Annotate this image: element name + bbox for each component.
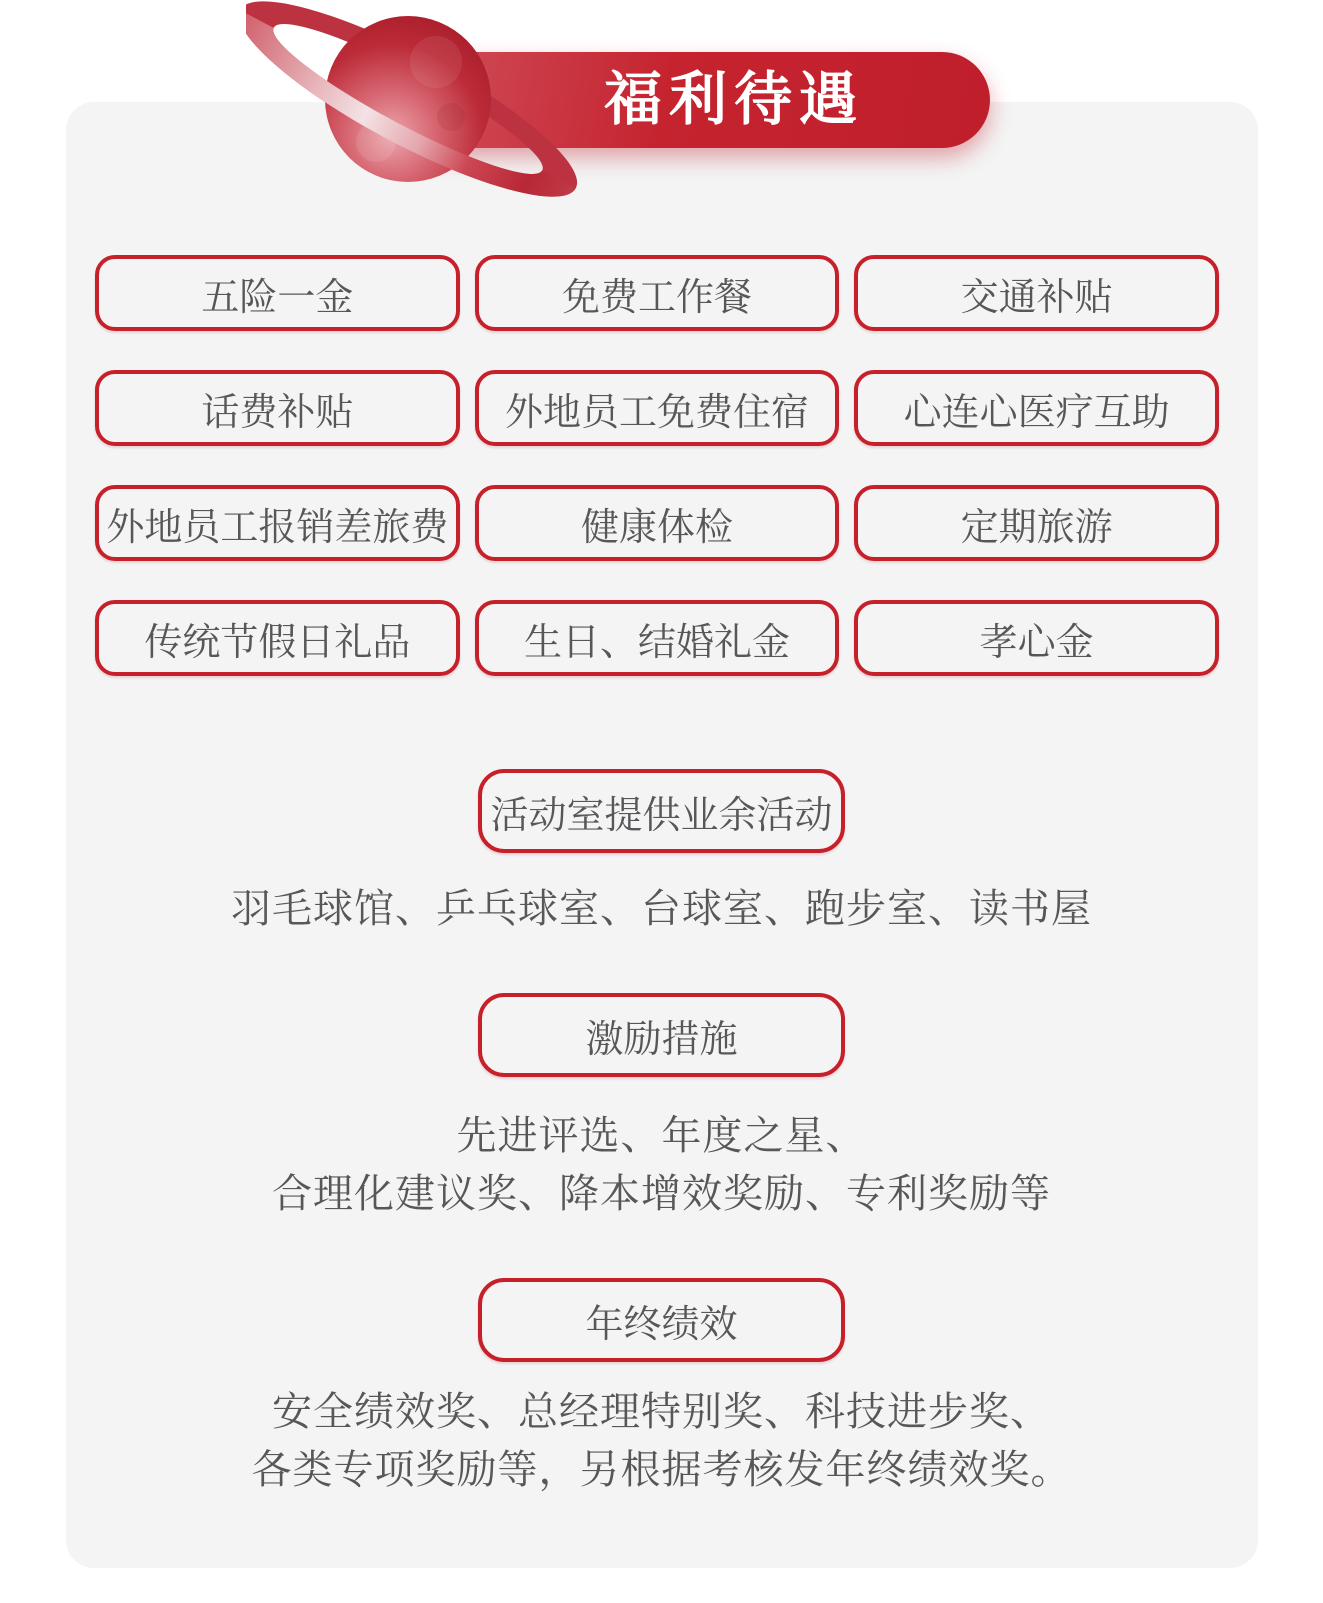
benefit-pill: 外地员工免费住宿 [475, 370, 840, 446]
section-body-line: 先进评选、年度之星、 [456, 1114, 867, 1158]
benefit-pill: 生日、结婚礼金 [475, 600, 840, 676]
benefit-pill: 外地员工报销差旅费 [95, 485, 460, 561]
section-body-line: 羽毛球馆、乒乓球室、台球室、跑步室、读书屋 [231, 887, 1092, 931]
section-title-incentives: 激励措施 [478, 993, 845, 1077]
benefit-pill: 交通补贴 [854, 255, 1219, 331]
benefit-pill: 五险一金 [95, 255, 460, 331]
section-body-line: 安全绩效奖、总经理特别奖、科技进步奖、 [272, 1390, 1051, 1434]
benefit-pill: 免费工作餐 [475, 255, 840, 331]
benefit-pill: 定期旅游 [854, 485, 1219, 561]
section-title-activities: 活动室提供业余活动 [478, 769, 845, 853]
benefit-pill: 话费补贴 [95, 370, 460, 446]
section-body-line: 各类专项奖励等，另根据考核发年终绩效奖。 [251, 1448, 1072, 1492]
page-title: 福利待遇 [603, 67, 864, 132]
benefit-pill: 孝心金 [854, 600, 1219, 676]
section-body-line: 合理化建议奖、降本增效奖励、专利奖励等 [272, 1172, 1051, 1216]
section-title-year-end-performance: 年终绩效 [478, 1278, 845, 1362]
benefit-pill: 心连心医疗互助 [854, 370, 1219, 446]
benefit-pill: 传统节假日礼品 [95, 600, 460, 676]
benefit-pill: 健康体检 [475, 485, 840, 561]
benefits-grid [95, 255, 1219, 676]
saturn-planet-icon [246, 0, 720, 206]
